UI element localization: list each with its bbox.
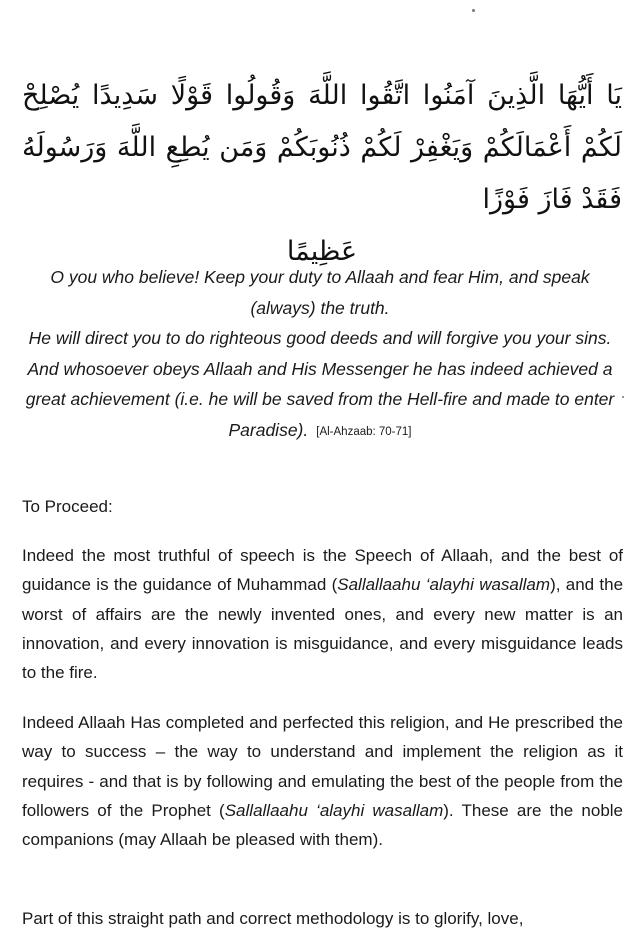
verse-reference: [Al-Ahzaab: 70-71]: [316, 425, 412, 438]
translation-line-1: O you who believe! Keep your duty to Allaah and fear Him, and speak (always) the truth.: [50, 267, 590, 318]
paragraph-2-text-a: Indeed Allaah Has completed and perfected this religion, and He prescribed the way to success – the way to understand and implement the religion as it requires - and that is by following and emulating the best of the people from the followers of the Prophet (: [22, 713, 623, 820]
arabic-verse-text: يَا أَيُّهَا الَّذِينَ آمَنُوا اتَّقُوا اللَّهَ وَقُولُوا قَوْلًا سَدِيدًا يُصْلِحْ لَكُمْ أَعْمَالَكُمْ وَيَغْفِرْ لَكُمْ ذُنُوبَكُمْ وَمَن يُطِعِ اللَّهَ وَرَسُولَهُ فَقَدْ فَازَ فَوْزًا: [22, 80, 622, 215]
paragraph-2-text-b: ). These are the noble companions (may Allaah be pleased with them).: [22, 800, 624, 850]
translation-line-2: [20, 323, 620, 447]
arabic-verse: [22, 70, 622, 278]
scan-speck: [472, 9, 475, 12]
paragraph-1-text-a: Indeed the most truthful of speech is the Speech of Allaah, and the best of guidance is the guidance of Muhammad (: [22, 546, 623, 595]
scan-speck: [622, 396, 624, 398]
paragraph-2-salutation: Sallallaahu ‘alayhi wasallam: [224, 800, 444, 820]
arabic-verse-last-word: عَظِيمًا: [286, 236, 358, 267]
paragraph-2: [22, 708, 623, 854]
paragraph-1: [22, 541, 623, 687]
paragraph-1-salutation: Sallallaahu ‘alayhi wasallam: [337, 575, 551, 595]
to-proceed-heading: To Proceed:: [22, 497, 113, 516]
translation-line-2-text: He will direct you to do righteous good deeds and will forgive you your sins. And whosoever obeys Allaah and His Messenger he has indeed achieved a great achievement (i.e. he will be saved from the Hell-fire and made to enter Paradise).: [25, 328, 615, 440]
verse-translation: [20, 262, 620, 447]
paragraph-3: Part of this straight path and correct methodology is to glorify, love,: [22, 909, 524, 928]
paragraph-1-text-b: ), and the worst of affairs are the newly invented ones, and every new matter is an innovation, and every innovation is misguidance, and every misguidance leads to the fire.: [22, 575, 624, 683]
